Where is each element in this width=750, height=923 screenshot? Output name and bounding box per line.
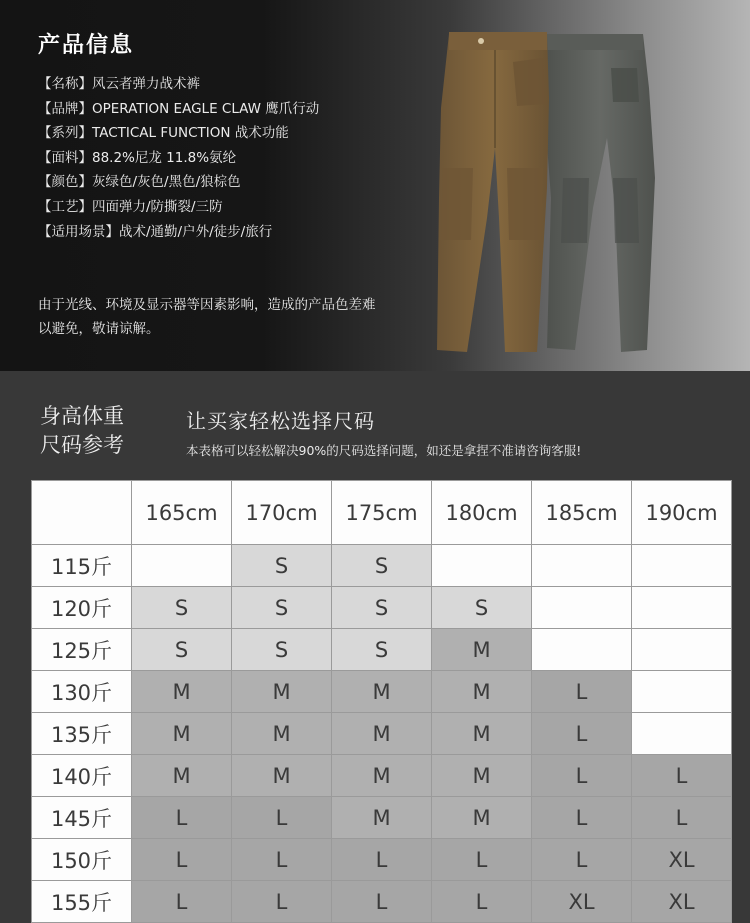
table-row xyxy=(32,755,732,797)
spec-row: 【适用场景】战术/通勤/户外/徒步/旅行 xyxy=(38,223,273,240)
height-header-row xyxy=(32,481,732,545)
size-cell: XL xyxy=(532,881,632,923)
weight-cell: 115斤 xyxy=(32,545,132,587)
size-cell: M xyxy=(132,755,232,797)
spec-row: 【名称】风云者弹力战术裤 xyxy=(38,76,200,92)
size-cell: M xyxy=(232,755,332,797)
height-header-cell: 180cm xyxy=(432,481,532,545)
size-cell: M xyxy=(432,629,532,671)
size-cell: L xyxy=(232,881,332,923)
size-cell xyxy=(532,545,632,587)
size-cell: S xyxy=(232,545,332,587)
weight-cell: 135斤 xyxy=(32,713,132,755)
color-disclaimer: 由于光线、环境及显示器等因素影响，造成的产品色差难以避免，敬请谅解。 xyxy=(38,297,376,337)
weight-cell: 150斤 xyxy=(32,839,132,881)
size-cell: S xyxy=(332,629,432,671)
weight-cell: 140斤 xyxy=(32,755,132,797)
size-table xyxy=(31,480,732,923)
size-cell: M xyxy=(132,671,232,713)
size-cell: S xyxy=(432,587,532,629)
size-cell: M xyxy=(332,713,432,755)
size-cell: M xyxy=(332,755,432,797)
size-cell xyxy=(632,671,732,713)
size-cell: M xyxy=(432,797,532,839)
size-cell: M xyxy=(132,713,232,755)
size-reference-heading xyxy=(40,402,124,460)
size-cell xyxy=(432,545,532,587)
size-cell: M xyxy=(232,671,332,713)
table-row xyxy=(32,629,732,671)
weight-cell: 145斤 xyxy=(32,797,132,839)
size-cell: S xyxy=(232,587,332,629)
size-cell: S xyxy=(232,629,332,671)
table-row xyxy=(32,671,732,713)
size-cell: L xyxy=(532,755,632,797)
product-info-title: 产品信息 xyxy=(38,33,135,58)
size-cell xyxy=(632,713,732,755)
height-header-cell: 165cm xyxy=(132,481,232,545)
size-reference-heading-line2: 尺码参考 xyxy=(40,433,124,457)
size-cell: L xyxy=(132,797,232,839)
size-cell xyxy=(632,545,732,587)
grey-pants xyxy=(545,34,655,352)
size-cell: L xyxy=(132,839,232,881)
size-cell: M xyxy=(232,713,332,755)
size-cell: S xyxy=(332,545,432,587)
size-cell: S xyxy=(332,587,432,629)
spec-row: 【品牌】OPERATION EAGLE CLAW 鹰爪行动 xyxy=(38,100,320,117)
weight-cell: 155斤 xyxy=(32,881,132,923)
size-cell xyxy=(532,629,632,671)
size-table-body xyxy=(32,545,732,923)
height-header-cell: 170cm xyxy=(232,481,332,545)
size-cell: L xyxy=(532,797,632,839)
height-header-cell: 185cm xyxy=(532,481,632,545)
size-cell: M xyxy=(332,797,432,839)
table-row xyxy=(32,545,732,587)
size-cell xyxy=(132,545,232,587)
size-cell: XL xyxy=(632,839,732,881)
size-cell: L xyxy=(332,839,432,881)
size-cell: L xyxy=(432,881,532,923)
size-chart-subtitle: 本表格可以轻松解决90%的尺码选择问题，如还是拿捏不准请咨询客服! xyxy=(186,443,582,458)
size-cell: L xyxy=(532,671,632,713)
size-cell: L xyxy=(332,881,432,923)
size-reference-heading-line1: 身高体重 xyxy=(40,404,124,428)
weight-cell: 130斤 xyxy=(32,671,132,713)
size-cell: L xyxy=(232,797,332,839)
spec-row: 【工艺】四面弹力/防撕裂/三防 xyxy=(38,198,223,215)
spec-list xyxy=(38,72,319,244)
size-cell: L xyxy=(532,713,632,755)
table-row xyxy=(32,587,732,629)
size-cell: S xyxy=(132,629,232,671)
size-cell: M xyxy=(432,755,532,797)
table-row xyxy=(32,713,732,755)
size-cell: L xyxy=(532,839,632,881)
product-info-section xyxy=(0,0,750,371)
size-cell: L xyxy=(432,839,532,881)
weight-cell: 125斤 xyxy=(32,629,132,671)
spec-row: 【面料】88.2%尼龙 11.8%氨纶 xyxy=(38,149,237,166)
size-cell: M xyxy=(432,671,532,713)
size-cell: L xyxy=(632,755,732,797)
height-header-cell: 190cm xyxy=(632,481,732,545)
corner-cell xyxy=(32,481,132,545)
spec-row: 【系列】TACTICAL FUNCTION 战术功能 xyxy=(38,125,289,142)
size-cell xyxy=(632,587,732,629)
brown-pants xyxy=(437,32,549,352)
size-cell xyxy=(632,629,732,671)
height-header-cell: 175cm xyxy=(332,481,432,545)
size-cell: L xyxy=(132,881,232,923)
table-row xyxy=(32,839,732,881)
table-row xyxy=(32,797,732,839)
size-cell: S xyxy=(132,587,232,629)
size-cell: M xyxy=(332,671,432,713)
spec-row: 【颜色】灰绿色/灰色/黑色/狼棕色 xyxy=(38,174,241,191)
product-image-pants xyxy=(425,28,660,358)
size-cell: XL xyxy=(632,881,732,923)
size-cell xyxy=(532,587,632,629)
size-chart-title: 让买家轻松选择尺码 xyxy=(186,409,375,433)
size-cell: L xyxy=(632,797,732,839)
size-cell: L xyxy=(232,839,332,881)
table-row xyxy=(32,881,732,923)
size-cell: M xyxy=(432,713,532,755)
weight-cell: 120斤 xyxy=(32,587,132,629)
